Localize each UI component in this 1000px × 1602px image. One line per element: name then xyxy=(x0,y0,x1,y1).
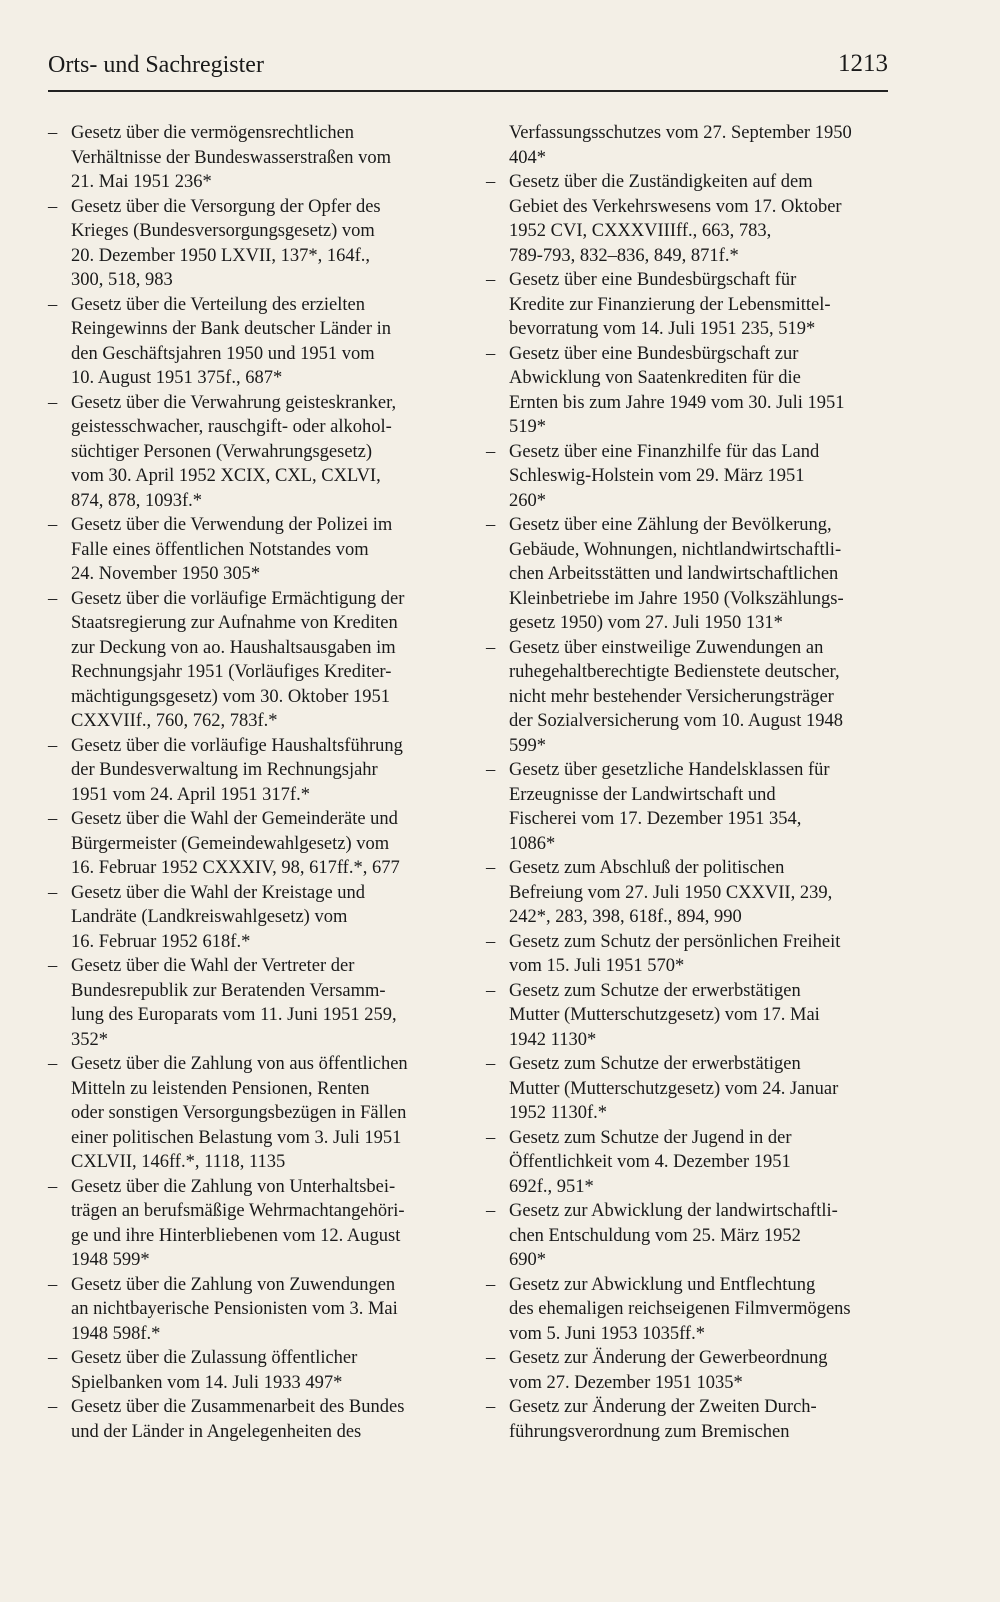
index-entry-line: Verhältnisse der Bundeswasserstraßen vom xyxy=(71,147,392,168)
index-entry xyxy=(48,954,468,1052)
index-entry-line: 404* xyxy=(509,147,546,168)
index-entry xyxy=(486,342,888,440)
index-entry-line: – Gesetz zum Abschluß der politischen xyxy=(509,858,785,878)
index-entry-line: – Gesetz zum Schutze der Jugend in der xyxy=(509,1127,792,1148)
index-entry xyxy=(48,1175,468,1273)
index-entry-line: 874, 878, 1093f.* xyxy=(71,490,203,511)
index-entry-line: 300, 518, 983 xyxy=(71,270,173,290)
index-entry xyxy=(486,758,888,856)
index-entry-line: 692f., 951* xyxy=(509,1176,594,1197)
index-entry xyxy=(486,1199,888,1273)
index-entry xyxy=(486,636,888,759)
index-entry-line: vom 5. Juni 1953 1035ff.* xyxy=(509,1323,705,1344)
index-column-left xyxy=(48,121,468,1444)
index-entry xyxy=(486,1346,888,1395)
index-entry-line: an nichtbayerische Pensionisten vom 3. Mai xyxy=(71,1299,398,1319)
index-entry xyxy=(48,881,468,955)
index-entry xyxy=(48,391,468,514)
index-entry-line: Ernten bis zum Jahre 1949 vom 30. Juli 1951 xyxy=(509,392,845,413)
index-entry xyxy=(486,268,888,342)
index-entry-line: – Gesetz über eine Bundesbürgschaft für xyxy=(509,270,797,290)
index-entry-line: Rechnungsjahr 1951 (Vorläufiges Krediter- xyxy=(71,662,392,682)
index-entry-line: 1942 1130* xyxy=(509,1029,597,1050)
index-entry-line: 1951 vom 24. April 1951 317f.* xyxy=(71,784,310,805)
index-entry xyxy=(48,121,468,195)
index-entry-line: 789-793, 832–836, 849, 871f.* xyxy=(509,245,739,266)
index-entry-line: vom 30. April 1952 XCIX, CXL, CXLVI, xyxy=(71,466,381,486)
index-entry-line: – Gesetz über die Wahl der Vertreter der xyxy=(71,956,355,976)
index-entry-line: Gebiet des Verkehrswesens vom 17. Oktober xyxy=(509,196,842,217)
index-entry-line: – Gesetz über eine Finanzhilfe für das Land xyxy=(509,441,820,462)
index-entry-line: – Gesetz zum Schutze der erwerbstätigen xyxy=(509,980,801,1001)
index-entry-line: 352* xyxy=(71,1029,108,1050)
index-entry-line: Bundesrepublik zur Beratenden Versamm- xyxy=(71,980,386,1001)
index-entry-line: – Gesetz über die Versorgung der Opfer des xyxy=(71,196,381,217)
index-entry-line: süchtiger Personen (Verwahrungsgesetz) xyxy=(71,441,373,462)
index-entry xyxy=(486,1052,888,1126)
index-entry-line: vom 27. Dezember 1951 1035* xyxy=(509,1372,743,1393)
index-entry-line: – Gesetz über die Zulassung öffentlicher xyxy=(71,1348,358,1368)
index-entry-line: vom 15. Juli 1951 570* xyxy=(509,956,685,976)
index-entry-line: Falle eines öffentlichen Notstandes vom xyxy=(71,539,369,560)
index-entry-line: 599* xyxy=(509,735,546,756)
index-entry-line: 1086* xyxy=(509,833,556,854)
index-entry-line: Fischerei vom 17. Dezember 1951 354, xyxy=(509,809,802,829)
index-entry-line: mächtigungsgesetz) vom 30. Oktober 1951 xyxy=(71,686,391,707)
index-entry-line: – Gesetz über die Zusammenarbeit des Bundes xyxy=(71,1397,405,1417)
index-entry xyxy=(486,930,888,979)
index-entry xyxy=(48,587,468,734)
index-entry-line: – Gesetz über die Wahl der Kreistage und xyxy=(71,882,366,903)
index-entry-line: Mutter (Mutterschutzgesetz) vom 17. Mai xyxy=(509,1005,820,1025)
index-entry xyxy=(486,440,888,514)
index-entry-line: chen Arbeitsstätten und landwirtschaftlichen xyxy=(509,564,839,584)
index-entry-line: – Gesetz über die Verteilung des erzielten xyxy=(71,294,365,315)
index-entry-line: – Gesetz über die vorläufige Haushaltsführung xyxy=(71,735,403,756)
index-entry-line: Mutter (Mutterschutzgesetz) vom 24. Januar xyxy=(509,1078,839,1099)
index-entry-line: – Gesetz über die Zahlung von Zuwendungen xyxy=(71,1274,396,1295)
index-entry-line: ge und ihre Hinterbliebenen vom 12. August xyxy=(71,1225,401,1246)
index-entry-line: 10. August 1951 375f., 687* xyxy=(71,368,283,388)
index-entry xyxy=(48,513,468,587)
index-entry-line: 16. Februar 1952 CXXXIV, 98, 617ff.*, 677 xyxy=(71,858,400,878)
index-entry-line: – Gesetz über die Verwendung der Polizei im xyxy=(71,515,393,535)
index-entry-line: – Gesetz über die vorläufige Ermächtigung der xyxy=(71,588,405,609)
index-entry-line: Erzeugnisse der Landwirtschaft und xyxy=(509,784,776,805)
index-entry-line: 24. November 1950 305* xyxy=(71,564,261,584)
index-entry-line: Öffentlichkeit vom 4. Dezember 1951 xyxy=(509,1152,791,1172)
index-entry-line: Reingewinns der Bank deutscher Länder in xyxy=(71,319,392,339)
index-entry xyxy=(48,807,468,881)
index-entry-line: 260* xyxy=(509,490,546,511)
index-entry xyxy=(48,734,468,808)
index-entry-line: führungsverordnung zum Bremischen xyxy=(509,1421,790,1442)
index-entry-line: – Gesetz über die Zuständigkeiten auf dem xyxy=(509,172,813,192)
index-entry-line: Abwicklung von Saatenkrediten für die xyxy=(509,368,801,388)
index-entry-line: der Sozialversicherung vom 10. August 1948 xyxy=(509,711,843,731)
index-entry-line: 1952 CVI, CXXXVIIIff., 663, 783, xyxy=(509,221,772,241)
index-entry-line: Kredite zur Finanzierung der Lebensmittel- xyxy=(509,294,831,315)
index-entry-line: 16. Februar 1952 618f.* xyxy=(71,931,251,952)
index-entry-line: – Gesetz über die vermögensrechtlichen xyxy=(71,123,355,143)
index-entry-line: 1948 598f.* xyxy=(71,1323,161,1344)
index-entry xyxy=(486,1126,888,1200)
index-entry-line: 20. Dezember 1950 LXVII, 137*, 164f., xyxy=(71,245,371,266)
index-entry-line: ruhegehaltberechtigte Bedienstete deutscher, xyxy=(509,662,840,682)
index-entry xyxy=(48,1395,468,1444)
index-entry-line: gesetz 1950) vom 27. Juli 1950 131* xyxy=(509,613,783,633)
index-entry-line: Gebäude, Wohnungen, nichtlandwirtschaftli- xyxy=(509,539,842,560)
index-entry-line: Schleswig-Holstein vom 29. März 1951 xyxy=(509,466,805,486)
index-entry-line: lung des Europarats vom 11. Juni 1951 259, xyxy=(71,1005,397,1025)
index-entry-line: des ehemaligen reichseigenen Filmvermögens xyxy=(509,1299,851,1319)
index-entry-line: den Geschäftsjahren 1950 und 1951 vom xyxy=(71,343,375,364)
index-entry-line: – Gesetz über eine Zählung der Bevölkerung, xyxy=(509,515,832,535)
index-entry xyxy=(486,121,888,170)
index-entry-line: – Gesetz zur Abwicklung der landwirtschaftli- xyxy=(509,1201,838,1221)
index-entry-line: bevorratung vom 14. Juli 1951 235, 519* xyxy=(509,319,816,339)
index-entry-line: Spielbanken vom 14. Juli 1933 497* xyxy=(71,1372,343,1393)
index-entry-line: – Gesetz über gesetzliche Handelsklassen für xyxy=(509,760,830,780)
index-entry-line: – Gesetz zur Änderung der Zweiten Durch- xyxy=(509,1397,817,1417)
index-entry-line: 1948 599* xyxy=(71,1250,150,1270)
index-entry-line: zur Deckung von ao. Haushaltsausgaben im xyxy=(71,637,396,658)
index-entry-line: – Gesetz zur Änderung der Gewerbeordnung xyxy=(509,1348,828,1368)
index-entry-line: der Bundesverwaltung im Rechnungsjahr xyxy=(71,760,378,780)
index-entry xyxy=(48,195,468,293)
index-entry-line: – Gesetz über einstweilige Zuwendungen an xyxy=(509,637,824,658)
index-entry-line: 21. Mai 1951 236* xyxy=(71,172,212,192)
index-entry xyxy=(48,1346,468,1395)
index-entry-line: Landräte (Landkreiswahlgesetz) vom xyxy=(71,907,348,927)
index-entry-line: – Gesetz über die Wahl der Gemeinderäte und xyxy=(71,809,398,829)
index-entry xyxy=(486,1395,888,1444)
page-number: 1213 xyxy=(838,50,888,77)
index-entry xyxy=(486,856,888,930)
index-entry-line: – Gesetz über die Zahlung von aus öffentlichen xyxy=(71,1054,408,1074)
index-entry-line: Mitteln zu leistenden Pensionen, Renten xyxy=(71,1078,370,1099)
index-entry-line: CXXVIIf., 760, 762, 783f.* xyxy=(71,711,278,731)
index-entry xyxy=(48,1052,468,1175)
index-entry-line: 242*, 283, 398, 618f., 894, 990 xyxy=(509,907,742,927)
index-entry-line: oder sonstigen Versorgungsbezügen in Fällen xyxy=(71,1103,407,1123)
index-entry-line: – Gesetz über die Verwahrung geisteskranker, xyxy=(71,392,397,413)
index-entry-line: einer politischen Belastung vom 3. Juli 1951 xyxy=(71,1127,402,1148)
index-entry xyxy=(486,170,888,268)
index-entry-line: 690* xyxy=(509,1250,546,1270)
index-entry-line: – Gesetz zum Schutz der persönlichen Freiheit xyxy=(509,931,841,952)
index-entry-line: geistesschwacher, rauschgift- oder alkohol- xyxy=(71,417,392,437)
index-entry-line: Kleinbetriebe im Jahre 1950 (Volkszählungs- xyxy=(509,588,844,609)
index-entry-line: Verfassungsschutzes vom 27. September 1950 xyxy=(509,123,852,143)
index-entry-line: – Gesetz über eine Bundesbürgschaft zur xyxy=(509,343,799,364)
index-entry-line: Bürgermeister (Gemeindewahlgesetz) vom xyxy=(71,833,390,854)
index-entry-line: – Gesetz zum Schutze der erwerbstätigen xyxy=(509,1054,801,1074)
index-entry-line: 1952 1130f.* xyxy=(509,1103,607,1123)
section-title: Orts- und Sachregister xyxy=(48,52,264,78)
index-entry-line: und der Länder in Angelegenheiten des xyxy=(71,1421,362,1442)
index-entry-line: chen Entschuldung vom 25. März 1952 xyxy=(509,1225,801,1246)
index-entry-line: 519* xyxy=(509,417,546,437)
index-column-right xyxy=(486,121,888,1444)
index-entry-line: nicht mehr bestehender Versicherungsträger xyxy=(509,686,834,707)
index-entry-line: CXLVII, 146ff.*, 1118, 1135 xyxy=(71,1152,286,1172)
index-entry xyxy=(486,1273,888,1347)
index-entry-line: Krieges (Bundesversorgungsgesetz) vom xyxy=(71,221,375,241)
index-entry-line: Staatsregierung zur Aufnahme von Krediten xyxy=(71,613,398,633)
index-entry-line: – Gesetz zur Abwicklung und Entflechtung xyxy=(509,1274,816,1295)
index-entry-line: Befreiung vom 27. Juli 1950 CXXVII, 239, xyxy=(509,882,833,903)
index-entry xyxy=(486,979,888,1053)
running-header xyxy=(48,50,888,92)
index-entry-line: – Gesetz über die Zahlung von Unterhaltsbei- xyxy=(71,1176,396,1197)
index-entry xyxy=(48,293,468,391)
index-entry-line: trägen an berufsmäßige Wehrmachtangehöri- xyxy=(71,1201,405,1221)
index-entry xyxy=(48,1273,468,1347)
index-entry xyxy=(486,513,888,636)
